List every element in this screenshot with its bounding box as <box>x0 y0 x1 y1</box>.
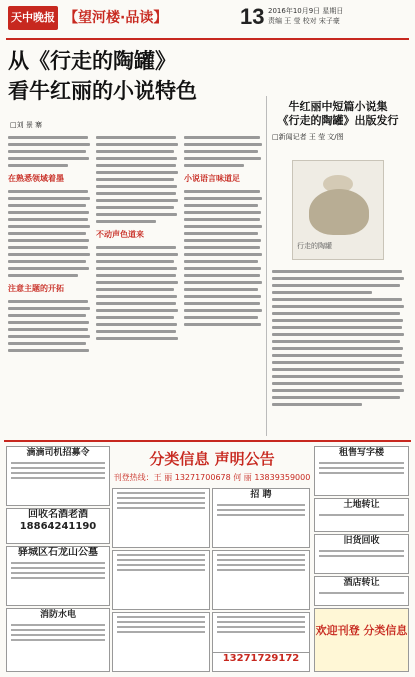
column-2 <box>96 132 180 432</box>
subhead-3: 不动声色道来 <box>96 230 144 239</box>
classified-banner: 分类信息 声明公告 <box>149 450 275 468</box>
ad-cell <box>6 508 110 544</box>
page-header <box>0 0 415 38</box>
ad-cell <box>212 488 310 548</box>
ad-phone: 13271729172 <box>222 653 300 664</box>
book-cover-image <box>292 160 384 260</box>
ad-label: 消防水电 <box>39 610 76 620</box>
section-title: 【望河楼·品读】 <box>64 10 168 26</box>
right-article-byline: □新闻记者 王 莹 文/图 <box>272 133 344 141</box>
ad-cell <box>314 608 409 672</box>
ad-label: 滴滴司机招募令 <box>26 448 90 458</box>
column-3 <box>184 132 264 432</box>
ad-cell <box>212 550 310 610</box>
subhead-2: 注意主题的开拓 <box>8 284 64 293</box>
ad-cell <box>6 608 110 672</box>
editor-line: 责编 王 莹 校对 宋子豪 <box>268 17 340 25</box>
column-1 <box>8 132 92 432</box>
ad-label: 土地转让 <box>343 500 380 510</box>
ad-label: 回收名酒老酒 <box>28 509 88 520</box>
newspaper-logo: 天中晚报 <box>8 6 58 30</box>
ad-cell <box>112 550 210 610</box>
header-rule <box>6 38 409 40</box>
ad-cell <box>6 546 110 606</box>
right-article-body <box>272 266 408 436</box>
right-article-title <box>268 100 408 128</box>
ad-cell <box>314 498 409 532</box>
book-cover-title: 行走的陶罐 <box>297 242 332 250</box>
classified-phone-line: 刊登热线：王 丽 13271700678 何 丽 13839359000 <box>113 473 311 482</box>
subhead-4: 小说语言味道足 <box>184 174 240 183</box>
right-title-line-2: 《行走的陶罐》出版发行 <box>277 114 399 127</box>
column-divider <box>266 96 267 436</box>
right-title-line-1: 牛红丽中短篇小说集 <box>288 100 388 113</box>
ad-label: 租售写字楼 <box>338 448 384 458</box>
ad-label: 酒店转让 <box>343 578 380 588</box>
ad-cell <box>314 576 409 606</box>
main-article-byline: □刘 景 寨 <box>10 121 43 129</box>
page-number: 13 <box>240 4 265 29</box>
main-article-title-1: 从《行走的陶罐》 <box>8 48 176 73</box>
ad-cell <box>112 488 210 548</box>
ad-cell <box>314 534 409 574</box>
ad-label: 旧货回收 <box>343 536 380 546</box>
subhead-1: 在熟悉领域着墨 <box>8 174 64 183</box>
ad-cell <box>314 446 409 496</box>
date-block <box>268 6 408 26</box>
ad-label: 招 聘 <box>250 490 272 500</box>
ad-cell <box>112 612 210 672</box>
ad-label: 驿城区石龙山公墓 <box>18 547 98 558</box>
ad-cell <box>212 652 310 672</box>
ad-cell <box>6 446 110 506</box>
ad-label: 欢迎刊登 分类信息 <box>315 624 408 637</box>
main-article-title-2: 看牛红丽的小说特色 <box>8 78 197 103</box>
ad-phone: 18864241190 <box>19 521 97 532</box>
date-line: 2016年10月9日 星期日 <box>268 7 344 15</box>
